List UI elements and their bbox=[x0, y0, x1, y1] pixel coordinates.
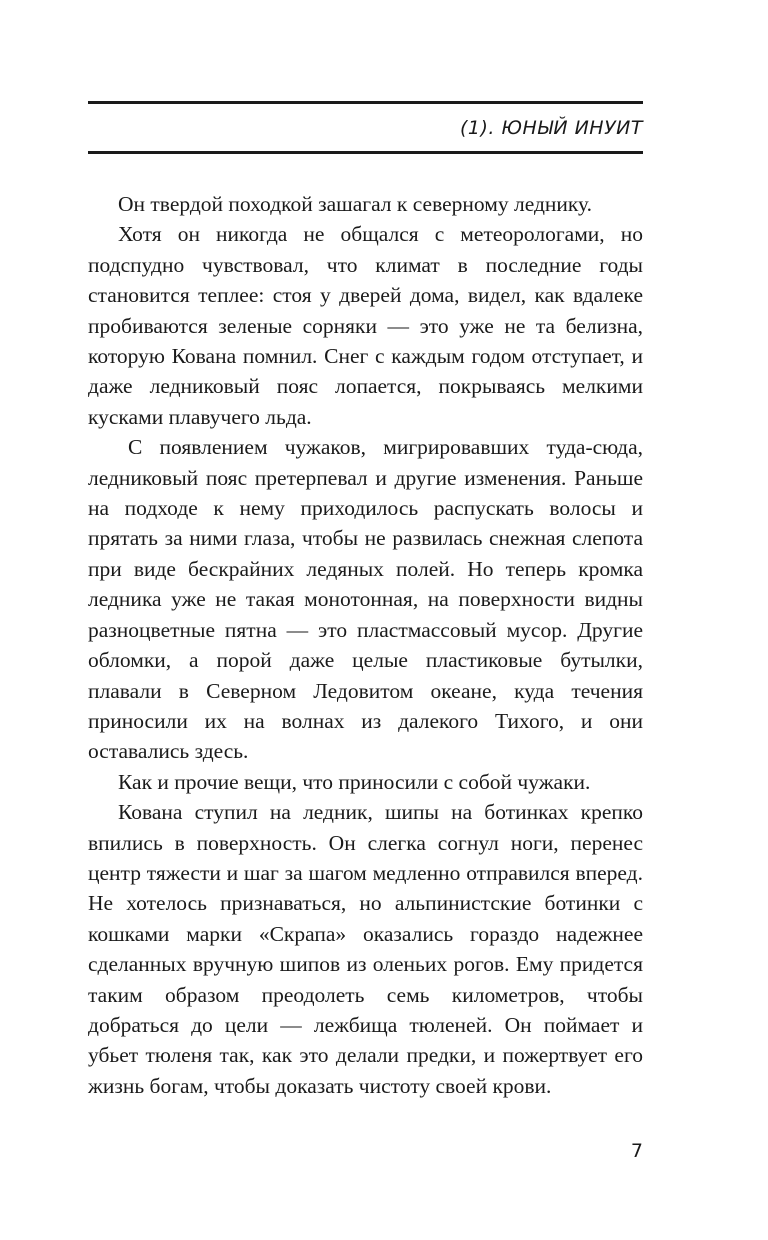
paragraph: Он твердой походкой зашагал к северному леднику. bbox=[118, 192, 593, 216]
body-text bbox=[88, 189, 643, 1101]
header-rule-top bbox=[88, 101, 643, 104]
page-number: 7 bbox=[630, 1140, 643, 1162]
paragraph: Кована ступил на ледник, шипы на ботинках крепко впились в поверхность. Он слегка согнул ноги, перенес центр тяжести и шаг за шагом медленно отправился вперед. Не хотелось признаваться, но альпинистские ботинки с кошками марки «Скрапа» оказались гораздо надежнее сделанных вручную шипов из оленьих рогов. Ему придется таким образом преодолеть семь километров, чтобы добраться до цели — лежбища тюленей. Он поймает и убьет тюленя так, как это делали предки, и пожертвует его жизнь богам, чтобы доказать чистоту своей крови. bbox=[88, 800, 643, 1098]
header-rule-bottom bbox=[88, 151, 643, 154]
paragraph: С появлением чужаков, мигрировавших туда-сюда, ледниковый пояс претерпевал и другие изменения. Раньше на подходе к нему приходилось распускать волосы и прятать за ними глаза, чтобы не развилась снежная слепота при виде бескрайних ледяных полей. Но теперь кромка ледника уже не такая монотонная, на поверхности видны разноцветные пятна — это пластмассовый мусор. Другие обломки, а порой даже целые пластиковые бутылки, плавали в Северном Ледовитом океане, куда течения приносили их на волнах из далекого Тихого, и они оставались здесь. bbox=[88, 435, 643, 764]
paragraph: Как и прочие вещи, что приносили с собой чужаки. bbox=[118, 769, 591, 794]
paragraph: Хотя он никогда не общался с метеорологами, но подспудно чувствовал, что климат в последние годы становится теплее: стоя у дверей дома, видел, как вдалеке пробиваются зеленые сорняки — это уже не та белизна, которую Кована помнил. Снег с каждым годом отступает, и даже ледниковый пояс лопается, покрываясь мелкими кусками плавучего льда. bbox=[88, 222, 643, 429]
running-head: (1). ЮНЫЙ ИНУИТ bbox=[460, 117, 643, 139]
